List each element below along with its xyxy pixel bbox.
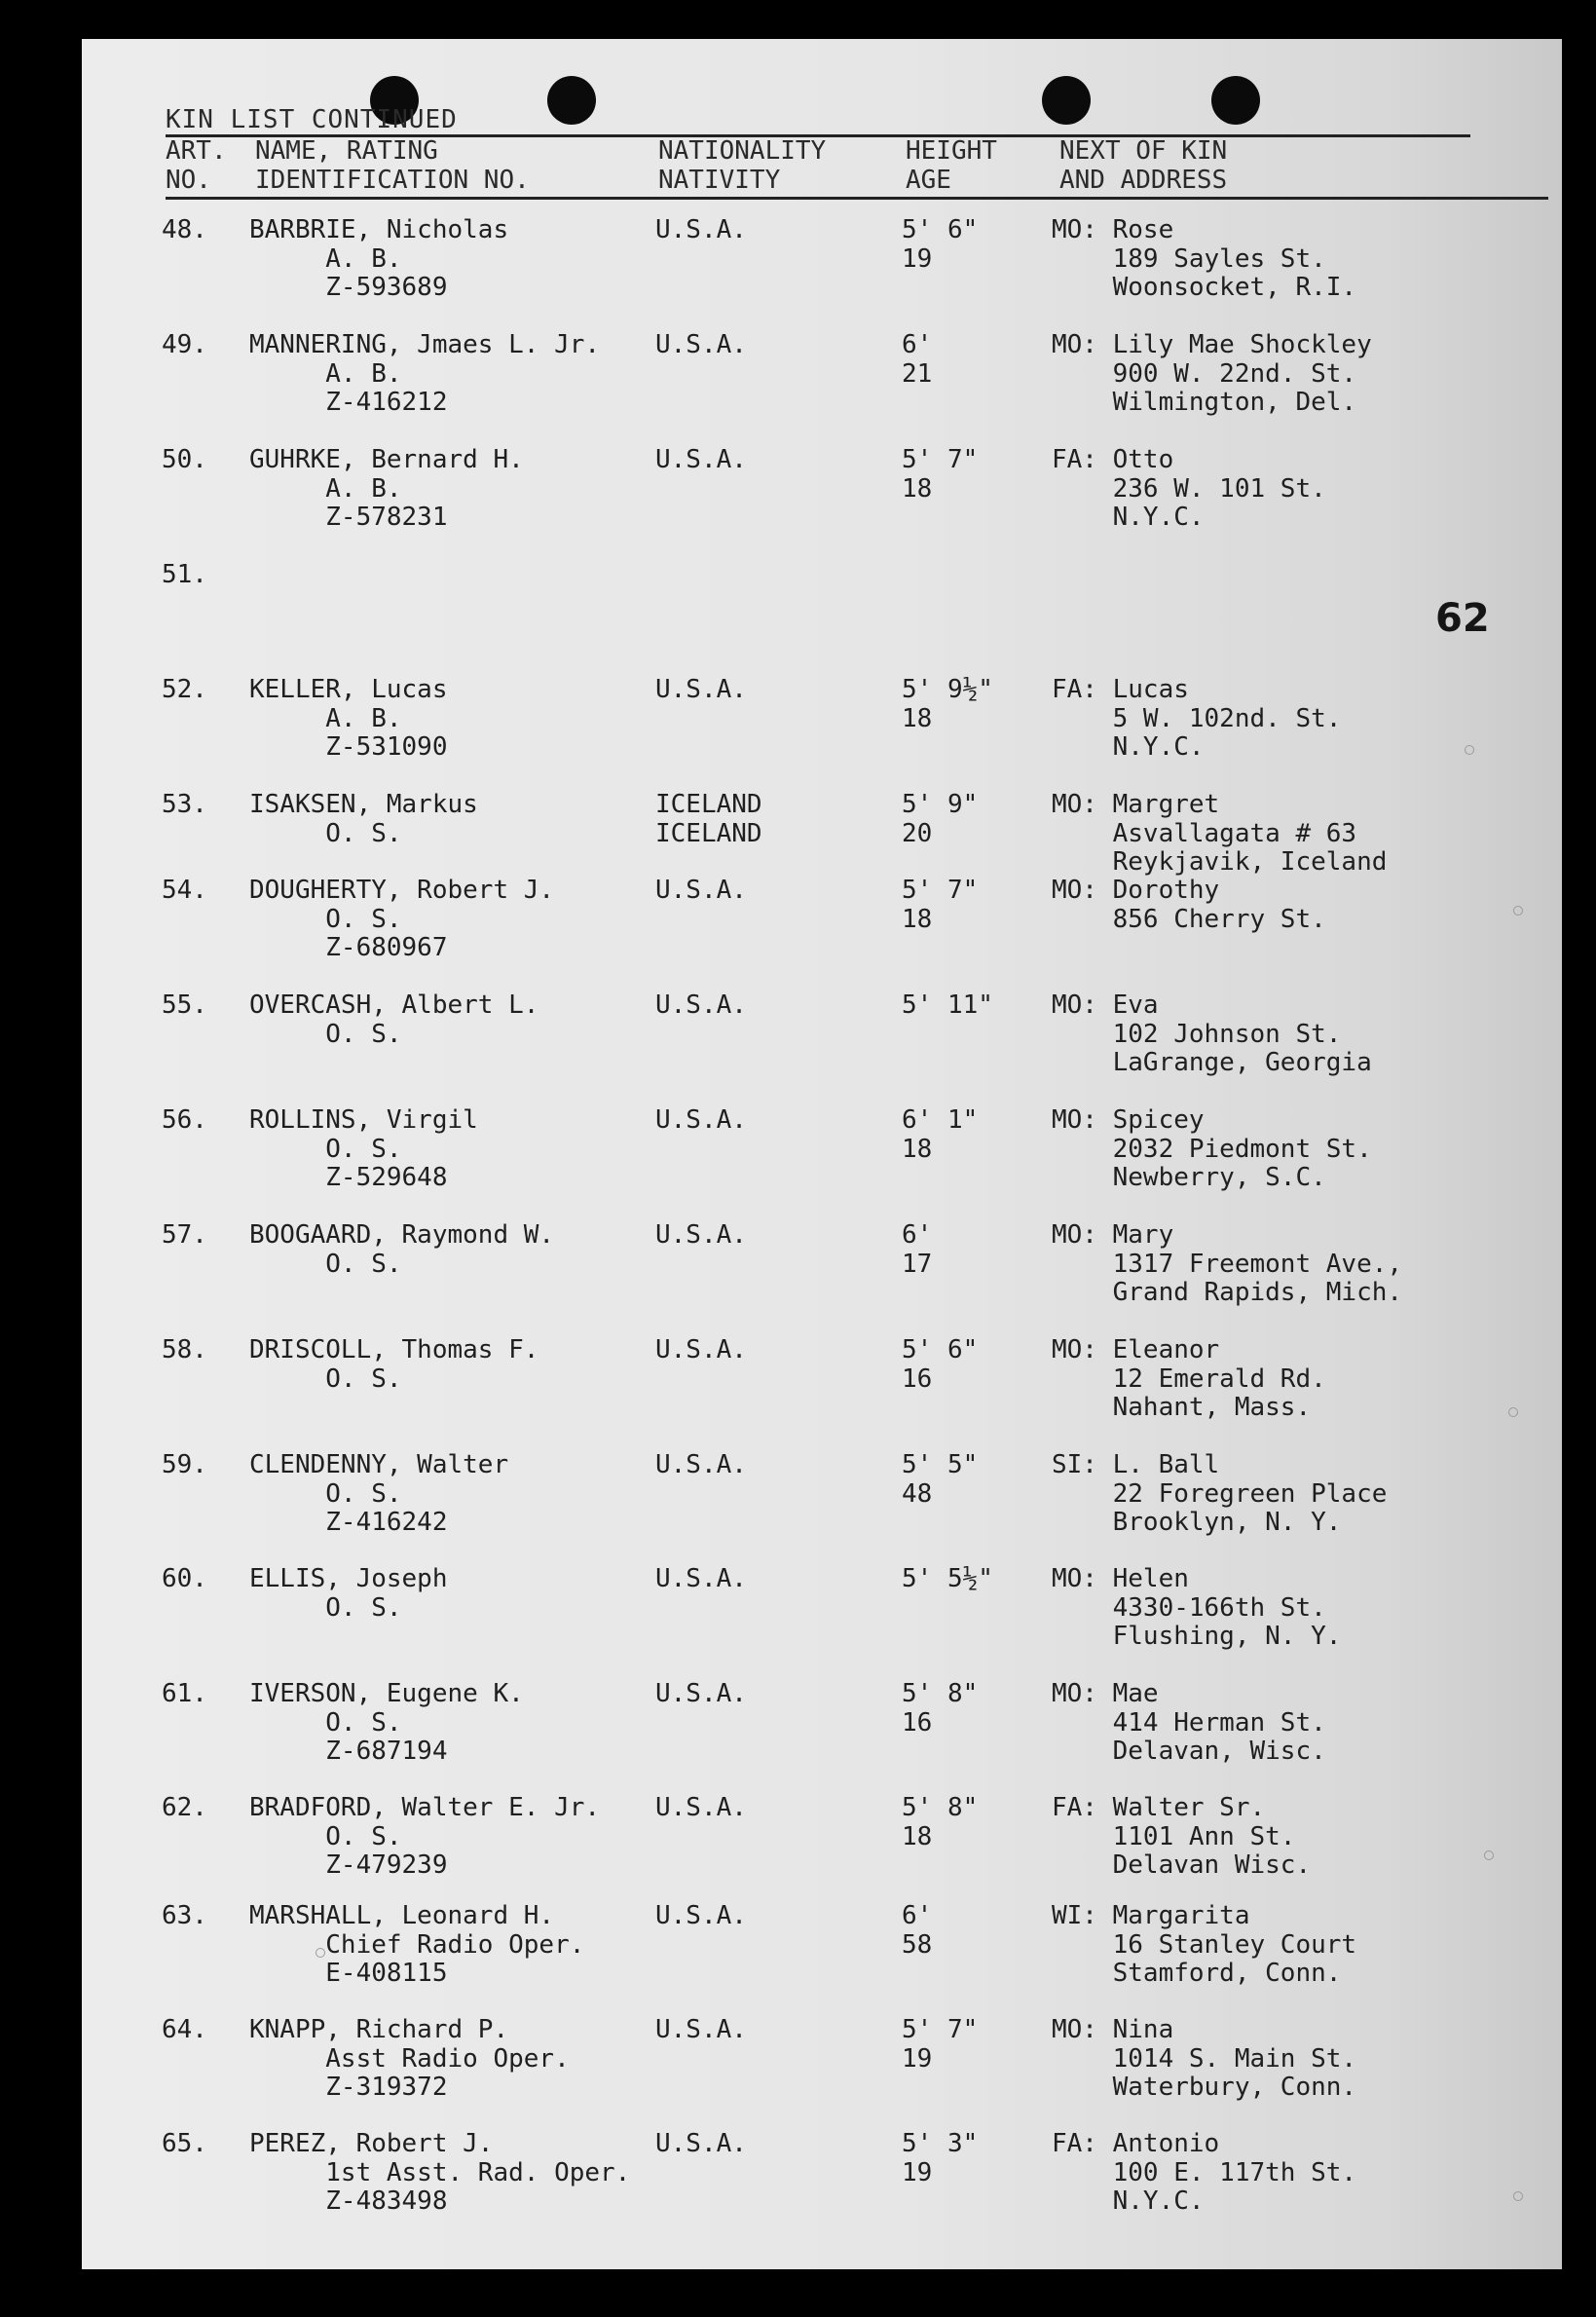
height-age: 5' 3" 19	[902, 2129, 979, 2187]
next-of-kin: MO: Mary 1317 Freemont Ave., Grand Rapids, Mich.	[1052, 1220, 1403, 1307]
name-rating-id: KNAPP, Richard P. Asst Radio Oper. Z-319372	[249, 2015, 570, 2102]
paper-speck	[1465, 745, 1474, 755]
header-rule-bottom	[166, 197, 1548, 200]
height-age: 6' 17	[902, 1220, 933, 1279]
height-age: 6' 58	[902, 1901, 933, 1960]
punch-hole-4	[1211, 76, 1260, 125]
article-number: 48.	[162, 215, 207, 244]
article-number: 57.	[162, 1220, 207, 1250]
height-age: 5' 8" 16	[902, 1679, 979, 1738]
article-number: 56.	[162, 1105, 207, 1135]
header-col-height: HEIGHT AGE	[906, 136, 997, 195]
nationality: U.S.A.	[655, 1105, 747, 1135]
height-age: 5' 9" 20	[902, 790, 979, 848]
header-col-nationality: NATIONALITY NATIVITY	[658, 136, 827, 195]
article-number: 54.	[162, 876, 207, 905]
height-age: 5' 7" 19	[902, 2015, 979, 2074]
next-of-kin: WI: Margarita 16 Stanley Court Stamford, Conn.	[1052, 1901, 1357, 1988]
next-of-kin: FA: Lucas 5 W. 102nd. St. N.Y.C.	[1052, 675, 1342, 762]
article-number: 62.	[162, 1793, 207, 1822]
name-rating-id: IVERSON, Eugene K. O. S. Z-687194	[249, 1679, 524, 1766]
name-rating-id: BOOGAARD, Raymond W. O. S.	[249, 1220, 555, 1279]
height-age: 5' 6" 19	[902, 215, 979, 274]
name-rating-id: KELLER, Lucas A. B. Z-531090	[249, 675, 448, 762]
nationality: U.S.A.	[655, 675, 747, 704]
name-rating-id: CLENDENNY, Walter O. S. Z-416242	[249, 1450, 509, 1537]
paper-speck	[1484, 1850, 1494, 1860]
next-of-kin: MO: Helen 4330-166th St. Flushing, N. Y.	[1052, 1564, 1342, 1651]
next-of-kin: MO: Eva 102 Johnson St. LaGrange, Georgia	[1052, 990, 1372, 1077]
height-age: 5' 7" 18	[902, 876, 979, 934]
header-col-no: ART. NO.	[166, 136, 227, 195]
nationality: U.S.A.	[655, 2129, 747, 2158]
article-number: 65.	[162, 2129, 207, 2158]
article-number: 61.	[162, 1679, 207, 1708]
document-page	[82, 39, 1562, 2269]
height-age: 5' 6" 16	[902, 1335, 979, 1394]
nationality: ICELAND ICELAND	[655, 790, 762, 848]
article-number: 59.	[162, 1450, 207, 1479]
next-of-kin: FA: Walter Sr. 1101 Ann St. Delavan Wisc.	[1052, 1793, 1312, 1880]
name-rating-id: DOUGHERTY, Robert J. O. S. Z-680967	[249, 876, 555, 962]
height-age: 5' 8" 18	[902, 1793, 979, 1851]
article-number: 52.	[162, 675, 207, 704]
next-of-kin: MO: Eleanor 12 Emerald Rd. Nahant, Mass.	[1052, 1335, 1326, 1422]
name-rating-id: MANNERING, Jmaes L. Jr. A. B. Z-416212	[249, 330, 601, 417]
next-of-kin: MO: Rose 189 Sayles St. Woonsocket, R.I.	[1052, 215, 1357, 302]
name-rating-id: ROLLINS, Virgil O. S. Z-529648	[249, 1105, 478, 1192]
paper-speck	[1513, 2191, 1523, 2201]
name-rating-id: DRISCOLL, Thomas F. O. S.	[249, 1335, 539, 1394]
header-col-name: NAME, RATING IDENTIFICATION NO.	[255, 136, 530, 195]
next-of-kin: MO: Dorothy 856 Cherry St.	[1052, 876, 1326, 934]
nationality: U.S.A.	[655, 1679, 747, 1708]
article-number: 63.	[162, 1901, 207, 1930]
name-rating-id: MARSHALL, Leonard H. Chief Radio Oper. E-408115	[249, 1901, 585, 1988]
height-age: 6' 21	[902, 330, 933, 389]
nationality: U.S.A.	[655, 330, 747, 359]
paper-speck	[1513, 906, 1523, 916]
document-title: KIN LIST CONTINUED	[166, 105, 458, 134]
article-number: 49.	[162, 330, 207, 359]
name-rating-id: OVERCASH, Albert L. O. S.	[249, 990, 539, 1049]
height-age: 5' 5" 48	[902, 1450, 979, 1509]
nationality: U.S.A.	[655, 1564, 747, 1593]
next-of-kin: MO: Mae 414 Herman St. Delavan, Wisc.	[1052, 1679, 1326, 1766]
nationality: U.S.A.	[655, 1793, 747, 1822]
name-rating-id: PEREZ, Robert J. 1st Asst. Rad. Oper. Z-483498	[249, 2129, 631, 2216]
nationality: U.S.A.	[655, 1335, 747, 1364]
nationality: U.S.A.	[655, 445, 747, 474]
next-of-kin: SI: L. Ball 22 Foregreen Place Brooklyn, N. Y.	[1052, 1450, 1388, 1537]
article-number: 58.	[162, 1335, 207, 1364]
height-age: 5' 9½" 18	[902, 675, 993, 733]
article-number: 53.	[162, 790, 207, 819]
height-age: 5' 11"	[902, 990, 993, 1020]
name-rating-id: ISAKSEN, Markus O. S.	[249, 790, 478, 848]
height-age: 5' 7" 18	[902, 445, 979, 504]
nationality: U.S.A.	[655, 1450, 747, 1479]
name-rating-id: ELLIS, Joseph O. S.	[249, 1564, 448, 1623]
header-col-next-of-kin: NEXT OF KIN AND ADDRESS	[1059, 136, 1228, 195]
paper-speck	[1508, 1407, 1518, 1417]
next-of-kin: MO: Margret Asvallagata # 63 Reykjavik, Iceland	[1052, 790, 1388, 877]
nationality: U.S.A.	[655, 876, 747, 905]
page-number: 62	[1435, 596, 1490, 641]
nationality: U.S.A.	[655, 2015, 747, 2044]
name-rating-id: BARBRIE, Nicholas A. B. Z-593689	[249, 215, 509, 302]
article-number: 55.	[162, 990, 207, 1020]
article-number: 64.	[162, 2015, 207, 2044]
punch-hole-2	[547, 76, 596, 125]
nationality: U.S.A.	[655, 1901, 747, 1930]
name-rating-id: BRADFORD, Walter E. Jr. O. S. Z-479239	[249, 1793, 601, 1880]
next-of-kin: MO: Lily Mae Shockley 900 W. 22nd. St. Wilmington, Del.	[1052, 330, 1372, 417]
height-age: 5' 5½"	[902, 1564, 993, 1593]
height-age: 6' 1" 18	[902, 1105, 979, 1164]
article-number: 60.	[162, 1564, 207, 1593]
punch-hole-3	[1042, 76, 1091, 125]
paper-speck	[315, 1948, 325, 1958]
article-number: 51.	[162, 560, 207, 589]
next-of-kin: FA: Otto 236 W. 101 St. N.Y.C.	[1052, 445, 1326, 532]
name-rating-id: GUHRKE, Bernard H. A. B. Z-578231	[249, 445, 524, 532]
next-of-kin: FA: Antonio 100 E. 117th St. N.Y.C.	[1052, 2129, 1357, 2216]
nationality: U.S.A.	[655, 990, 747, 1020]
nationality: U.S.A.	[655, 1220, 747, 1250]
next-of-kin: MO: Spicey 2032 Piedmont St. Newberry, S.C.	[1052, 1105, 1372, 1192]
next-of-kin: MO: Nina 1014 S. Main St. Waterbury, Conn.	[1052, 2015, 1357, 2102]
nationality: U.S.A.	[655, 215, 747, 244]
article-number: 50.	[162, 445, 207, 474]
